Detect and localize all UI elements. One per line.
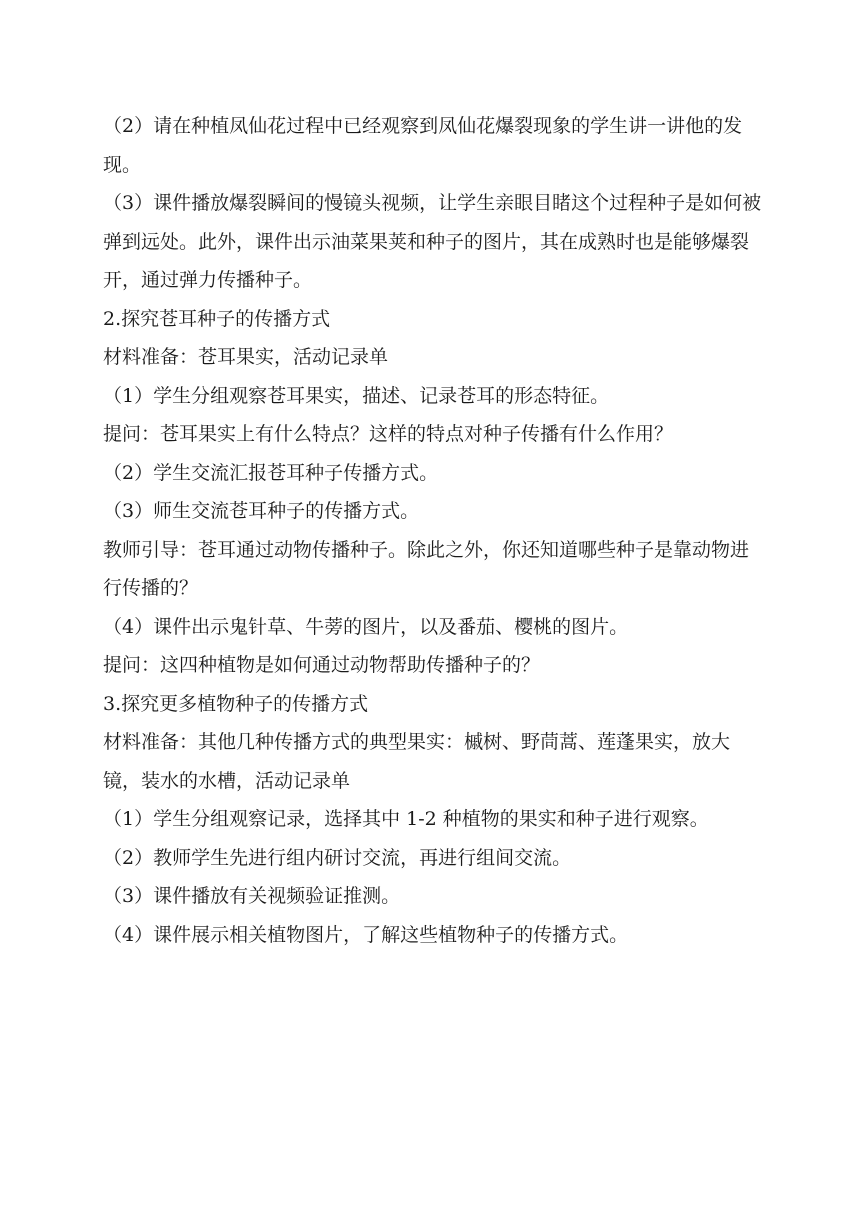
paragraph-9: （3）课件播放有关视频验证推测。 xyxy=(103,885,401,907)
paragraph-6: （4）课件出示鬼针草、牛蒡的图片，以及番茄、樱桃的图片。 xyxy=(103,615,629,638)
section-heading-2: 2.探究苍耳种子的传播方式 xyxy=(103,307,331,330)
teacher-guidance: 教师引导：苍耳通过动物传播种子。除此之外，你还知道哪些种子是靠动物进行传播的？ xyxy=(103,538,750,599)
section-heading-3: 3.探究更多植物种子的传播方式 xyxy=(103,692,369,715)
question-2: 提问：这四种植物是如何通过动物帮助传播种子的？ xyxy=(103,654,541,676)
paragraph-5: （3）师生交流苍耳种子的传播方式。 xyxy=(103,500,420,522)
paragraph-1: （2）请在种植凤仙花过程中已经观察到凤仙花爆裂现象的学生讲一讲他的发现。 xyxy=(103,115,743,176)
paragraph-8: （2）教师学生先进行组内研讨交流，再进行组间交流。 xyxy=(103,846,572,869)
materials-line-1: 材料准备：苍耳果实，活动记录单 xyxy=(103,346,389,368)
paragraph-3: （1）学生分组观察苍耳果实，描述、记录苍耳的形态特征。 xyxy=(103,384,610,407)
paragraph-4: （2）学生交流汇报苍耳种子传播方式。 xyxy=(103,461,439,484)
question-1: 提问：苍耳果实上有什么特点？这样的特点对种子传播有什么作用？ xyxy=(103,423,674,445)
document-body xyxy=(103,107,763,954)
paragraph-2: （3）课件播放爆裂瞬间的慢镜头视频，让学生亲眼目睹这个过程种子是如何被弹到远处。此外，课件出示油菜果荚和种子的图片，其在成熟时也是能够爆裂开，通过弹力传播种子。 xyxy=(103,192,762,291)
materials-line-2: 材料准备：其他几种传播方式的典型果实：槭树、野茼蒿、莲蓬果实，放大镜，装水的水槽，活动记录单 xyxy=(103,731,731,792)
paragraph-10: （4）课件展示相关植物图片，了解这些植物种子的传播方式。 xyxy=(103,923,629,946)
paragraph-7: （1）学生分组观察记录，选择其中 1-2 种植物的果实和种子进行观察。 xyxy=(103,808,709,830)
